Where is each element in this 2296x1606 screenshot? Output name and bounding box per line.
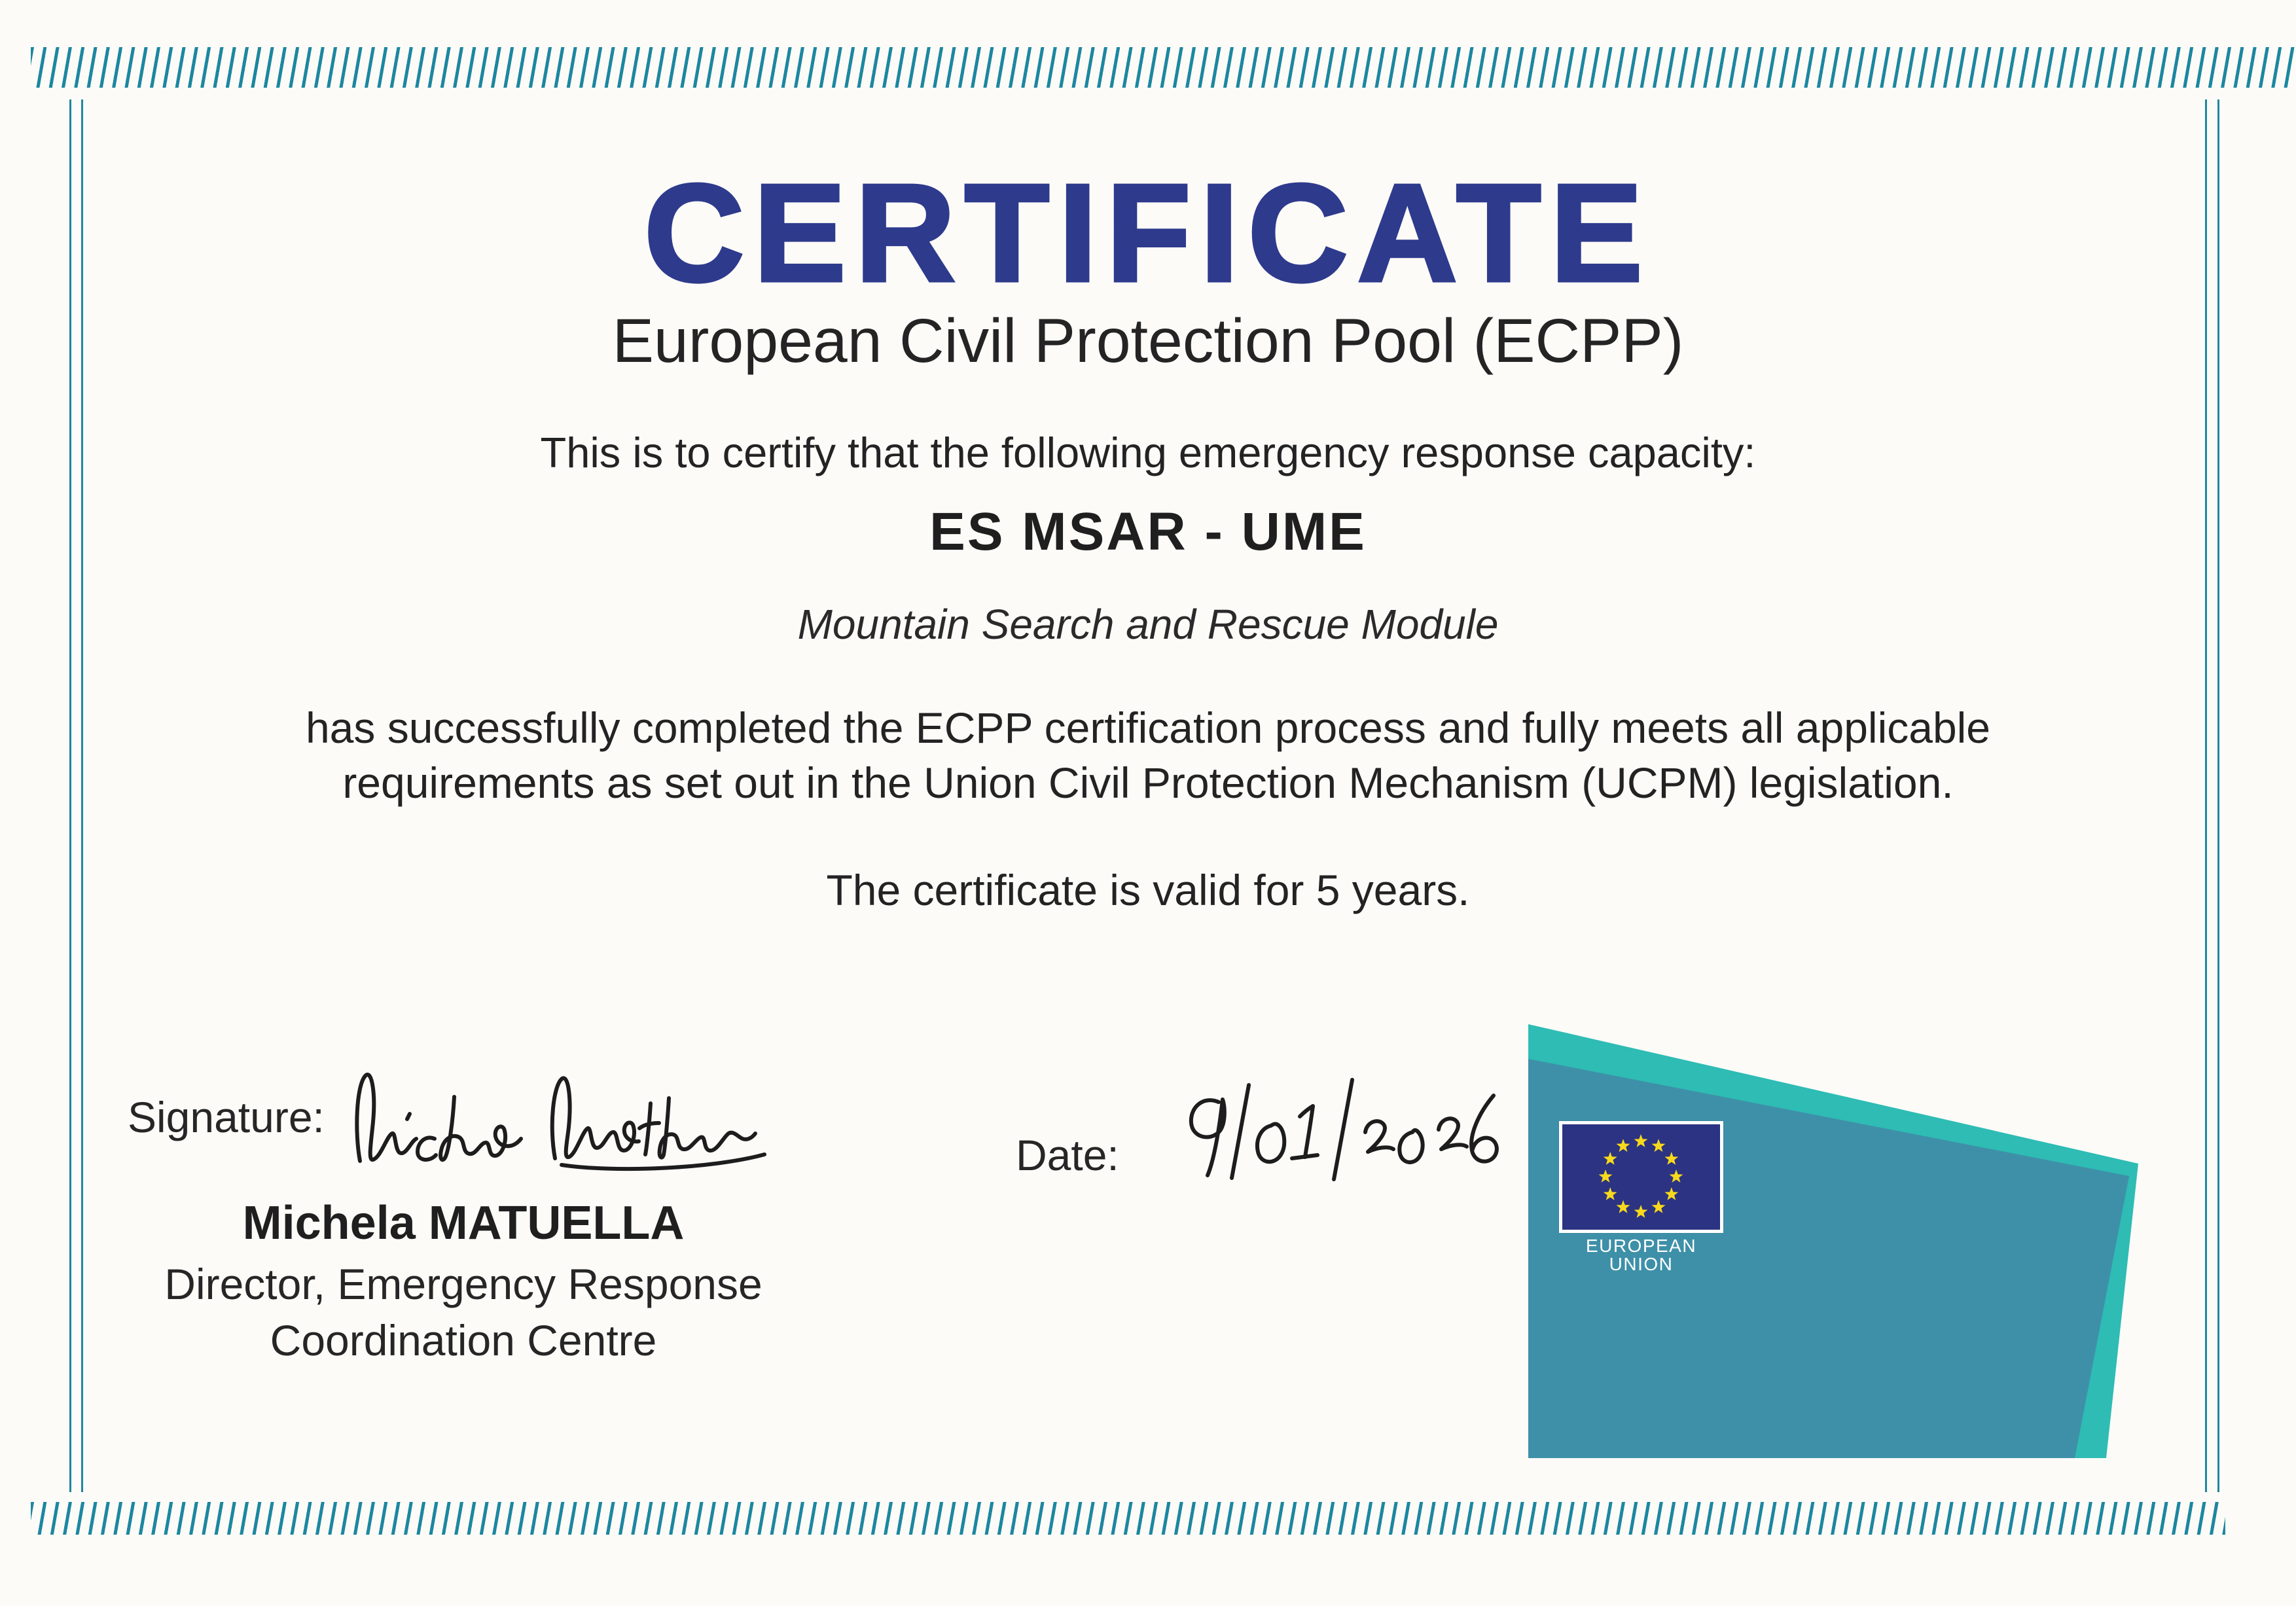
eu-star-icon [1599, 1169, 1613, 1183]
capacity-code: ES MSAR - UME [929, 502, 1367, 562]
signer-title-line1: Director, Emergency Response [164, 1260, 762, 1308]
eu-star-icon [1604, 1152, 1617, 1165]
signature-label: Signature: [128, 1093, 325, 1141]
top-hatch-border [31, 47, 2296, 88]
intro-text: This is to certify that the following emergency response capacity: [540, 429, 1756, 476]
certificate-subtitle: European Civil Protection Pool (ECPP) [612, 306, 1684, 376]
right-border-line-inner [2205, 99, 2207, 1492]
handwritten-signature [346, 1062, 771, 1176]
validity-statement: The certificate is valid for 5 years. [826, 866, 1470, 914]
eu-label: EUROPEAN UNION [1585, 1236, 1697, 1274]
eu-star-icon [1617, 1139, 1630, 1152]
eu-star-icon [1617, 1200, 1630, 1213]
capacity-name: Mountain Search and Rescue Module [797, 601, 1499, 648]
handwritten-date [1158, 1068, 1499, 1186]
eu-star-icon [1604, 1187, 1617, 1200]
eu-star-icon [1634, 1134, 1648, 1147]
eu-star-icon [1652, 1200, 1666, 1213]
eu-star-icon [1670, 1169, 1683, 1183]
eu-star-icon [1664, 1187, 1678, 1200]
signer-name: Michela MATUELLA [242, 1197, 685, 1249]
left-border-line-inner [81, 99, 83, 1492]
certification-statement: has successfully completed the ECPP certification process and fully meets all applicable requirements as set out in the Union Civil Protection Mechanism (UCPM) legislation. [305, 704, 1991, 807]
right-border-line-outer [2217, 99, 2219, 1492]
certificate-title: CERTIFICATE [644, 155, 1652, 310]
eu-star-icon [1652, 1139, 1666, 1152]
eu-star-icon [1664, 1152, 1678, 1165]
bottom-hatch-border [31, 1502, 2225, 1535]
left-border-line-outer [69, 99, 71, 1492]
eu-star-icon [1634, 1205, 1648, 1218]
eu-stars [1562, 1124, 1720, 1230]
eu-flag [1559, 1121, 1723, 1233]
signer-title-line2: Coordination Centre [270, 1316, 657, 1365]
date-label: Date: [1016, 1131, 1119, 1179]
